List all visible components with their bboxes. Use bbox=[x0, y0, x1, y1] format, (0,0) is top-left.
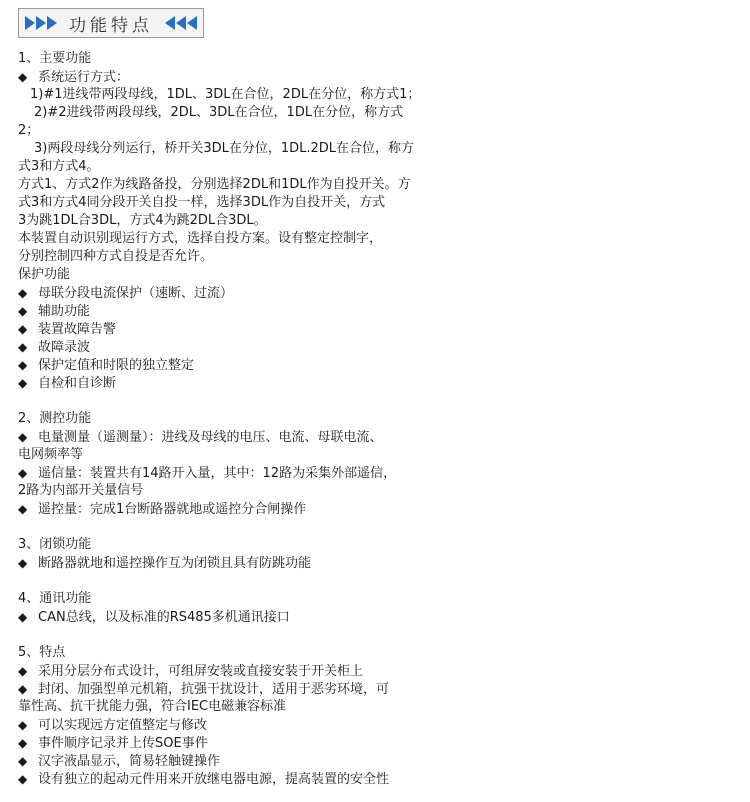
bullet-icon: ◆ bbox=[18, 286, 28, 300]
list-item: ◆ 封闭、加强型单元机箱，抗强干扰设计，适用于恶劣环境，可 bbox=[18, 682, 390, 697]
list-item: ◆ 事件顺序记录并上传SOE事件 bbox=[18, 736, 208, 751]
text-line: 3)两段母线分列运行，桥开关3DL在分位，1DL.2DL在合位，称方 bbox=[34, 141, 415, 156]
bullet-icon: ◆ bbox=[18, 772, 28, 786]
section-title: 1、主要功能 bbox=[18, 51, 92, 66]
text-line: 式3和方式4同分段开关自投一样，选择3DL作为自投开关，方式 bbox=[18, 195, 386, 210]
right-arrows-icon bbox=[25, 16, 58, 30]
text-line: 电网频率等 bbox=[18, 447, 84, 462]
list-item: ◆ 汉字液晶显示，简易轻触键操作 bbox=[18, 754, 221, 769]
list-item: ◆ 遥信量：装置共有14路开入量，其中：12路为采集外部遥信， bbox=[18, 466, 397, 481]
bullet-icon: ◆ bbox=[18, 376, 28, 390]
list-item: ◆ 断路器就地和遥控操作互为闭锁且具有防跳功能 bbox=[18, 556, 312, 571]
list-item: ◆ 辅助功能 bbox=[18, 304, 91, 319]
bullet-icon: ◆ bbox=[18, 304, 28, 318]
bullet-icon: ◆ bbox=[18, 502, 28, 516]
bullet-icon: ◆ bbox=[18, 358, 28, 372]
bullet-icon: ◆ bbox=[18, 736, 28, 750]
list-item: ◆ 母联分段电流保护（速断、过流） bbox=[18, 286, 234, 301]
bullet-icon: ◆ bbox=[18, 340, 28, 354]
list-item: ◆ 设有独立的起动元件用来开放继电器电源，提高装置的安全性 bbox=[18, 772, 390, 787]
spacer bbox=[18, 572, 434, 590]
text-line: 2； bbox=[18, 123, 40, 138]
bullet-icon: ◆ bbox=[18, 754, 28, 768]
spacer bbox=[18, 392, 434, 410]
bullet-icon: ◆ bbox=[18, 70, 28, 84]
list-item: ◆ CAN总线，以及标准的RS485多机通讯接口 bbox=[18, 610, 290, 625]
list-item: ◆ 自检和自诊断 bbox=[18, 376, 117, 391]
spacer bbox=[18, 518, 434, 536]
list-item: ◆ 采用分层分布式设计，可组屏安装或直接安装于开关柜上 bbox=[18, 664, 364, 679]
text-line: 方式1、方式2作为线路备投，分别选择2DL和1DL作为自投开关。方 bbox=[18, 177, 411, 192]
text-line: 靠性高、抗干扰能力强，符合IEC电磁兼容标准 bbox=[18, 699, 287, 714]
list-item: ◆ 装置故障告警 bbox=[18, 322, 117, 337]
bullet-icon: ◆ bbox=[18, 466, 28, 480]
left-arrows-icon bbox=[164, 16, 197, 30]
list-item: ◆ 电量测量（遥测量）：进线及母线的电压、电流、母联电流、 bbox=[18, 430, 383, 445]
subsection-title: 保护功能 bbox=[18, 267, 71, 282]
list-item: ◆ 遥控量：完成1台断路器就地或遥控分合闸操作 bbox=[18, 502, 307, 517]
header-title: 功能特点 bbox=[69, 15, 153, 36]
text-line: 式3和方式4。 bbox=[18, 159, 100, 174]
text-line: 2)#2进线带两段母线，2DL、3DL在合位，1DL在分位，称方式 bbox=[34, 105, 404, 120]
text-line: 1)#1进线带两段母线，1DL、3DL在合位，2DL在分位，称方式1； bbox=[30, 87, 421, 102]
list-item: ◆ 保护定值和时限的独立整定 bbox=[18, 358, 195, 373]
text-line: 本装置自动识别现运行方式，选择自投方案。设有整定控制字， bbox=[18, 231, 383, 246]
bullet-icon: ◆ bbox=[18, 430, 28, 444]
list-item: ◆ 故障录波 bbox=[18, 340, 91, 355]
spacer bbox=[18, 626, 434, 644]
text-line: 2路为内部开关量信号 bbox=[18, 483, 144, 498]
section-header bbox=[18, 8, 204, 38]
section-title: 5、特点 bbox=[18, 645, 66, 660]
list-item: ◆ 系统运行方式： bbox=[18, 70, 130, 85]
text-line: 分别控制四种方式自投是否允许。 bbox=[18, 249, 214, 264]
text-line: 3为跳1DL合3DL，方式4为跳2DL合3DL。 bbox=[18, 213, 267, 228]
bullet-icon: ◆ bbox=[18, 718, 28, 732]
list-item: ◆ 可以实现远方定值整定与修改 bbox=[18, 718, 208, 733]
bullet-icon: ◆ bbox=[18, 682, 28, 696]
feature-content bbox=[18, 50, 434, 788]
section-title: 2、测控功能 bbox=[18, 411, 92, 426]
section-title: 3、闭锁功能 bbox=[18, 537, 92, 552]
bullet-icon: ◆ bbox=[18, 610, 28, 624]
bullet-icon: ◆ bbox=[18, 664, 28, 678]
section-title: 4、通讯功能 bbox=[18, 591, 92, 606]
bullet-icon: ◆ bbox=[18, 556, 28, 570]
bullet-icon: ◆ bbox=[18, 322, 28, 336]
